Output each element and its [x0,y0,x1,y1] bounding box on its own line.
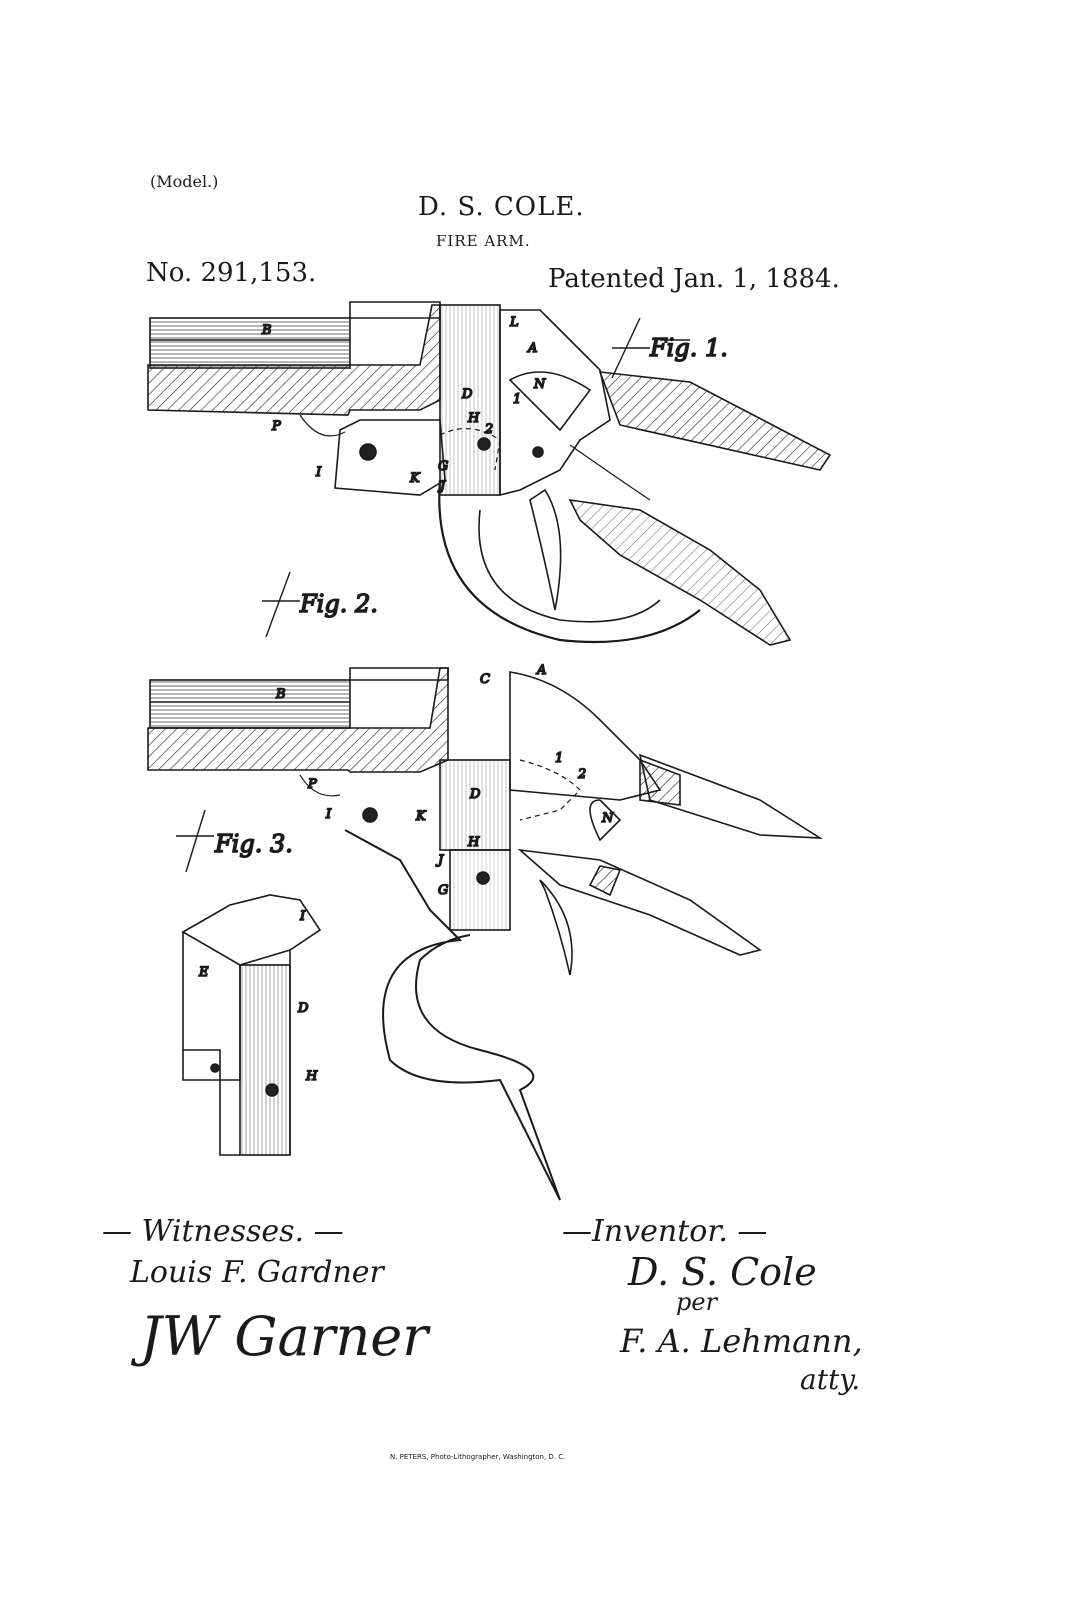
fig3-label: Fig. 3. [215,830,293,858]
fig1-trigger [530,490,561,610]
witness-1-signature: Louis F. Gardner [130,1255,384,1290]
fig3-block-front [240,965,290,1155]
svg-text:P: P [272,419,281,434]
fig1-stock [600,372,830,470]
svg-text:B: B [276,687,286,702]
fig2-label: Fig. 2. [300,590,378,618]
patent-date: Patented Jan. 1, 1884. [548,264,840,294]
fig2-barrel [150,680,350,728]
svg-text:2: 2 [578,767,587,782]
inventor-heading: —Inventor. — [562,1214,768,1249]
svg-text:J: J [438,853,444,868]
printer-credit: N. PETERS, Photo-Lithographer, Washington, D. C. [390,1453,566,1461]
svg-text:D: D [470,787,481,802]
svg-text:A: A [528,341,538,356]
per-label: per [676,1288,718,1316]
svg-text:J: J [440,479,446,494]
attorney-signature: F. A. Lehmann, [620,1322,863,1360]
patent-inventor-name: D. S. COLE. [418,192,585,222]
svg-text:K: K [416,809,426,824]
inventor-signature: D. S. Cole [628,1250,817,1294]
patent-number: No. 291,153. [146,258,317,288]
svg-text:G: G [438,883,449,898]
fig1-frame [335,420,445,495]
svg-text:D: D [462,387,473,402]
svg-text:H: H [468,835,480,850]
svg-text:1: 1 [555,751,564,766]
fig3-block-top [183,895,320,965]
fig1-barrel [150,318,350,368]
svg-text:H: H [306,1069,318,1084]
atty-label: atty. [800,1363,861,1396]
svg-text:I: I [300,909,306,924]
svg-text:1: 1 [513,392,522,407]
svg-text:N: N [602,811,614,826]
fig2-trigger [540,880,572,975]
svg-text:C: C [480,672,490,687]
figure-1 [148,302,830,645]
model-label: (Model.) [150,172,219,191]
svg-text:I: I [316,465,322,480]
svg-text:H: H [468,411,480,426]
svg-text:G: G [438,459,449,474]
svg-text:P: P [308,777,317,792]
svg-text:N: N [534,377,546,392]
svg-text:B: B [262,323,272,338]
patent-subject: FIRE ARM. [436,232,531,250]
fig1-label: Fig. 1. [650,334,728,362]
witness-2-signature: JW Garner [140,1305,429,1368]
svg-text:I: I [326,807,332,822]
witnesses-heading: — Witnesses. — [102,1214,344,1249]
svg-text:K: K [410,471,420,486]
svg-text:D: D [298,1001,309,1016]
svg-text:2: 2 [485,422,494,437]
svg-text:E: E [199,965,209,980]
fig2-lower-tang [520,850,760,955]
svg-text:L: L [510,315,519,330]
svg-text:A: A [537,663,547,678]
figure-3 [183,895,320,1155]
